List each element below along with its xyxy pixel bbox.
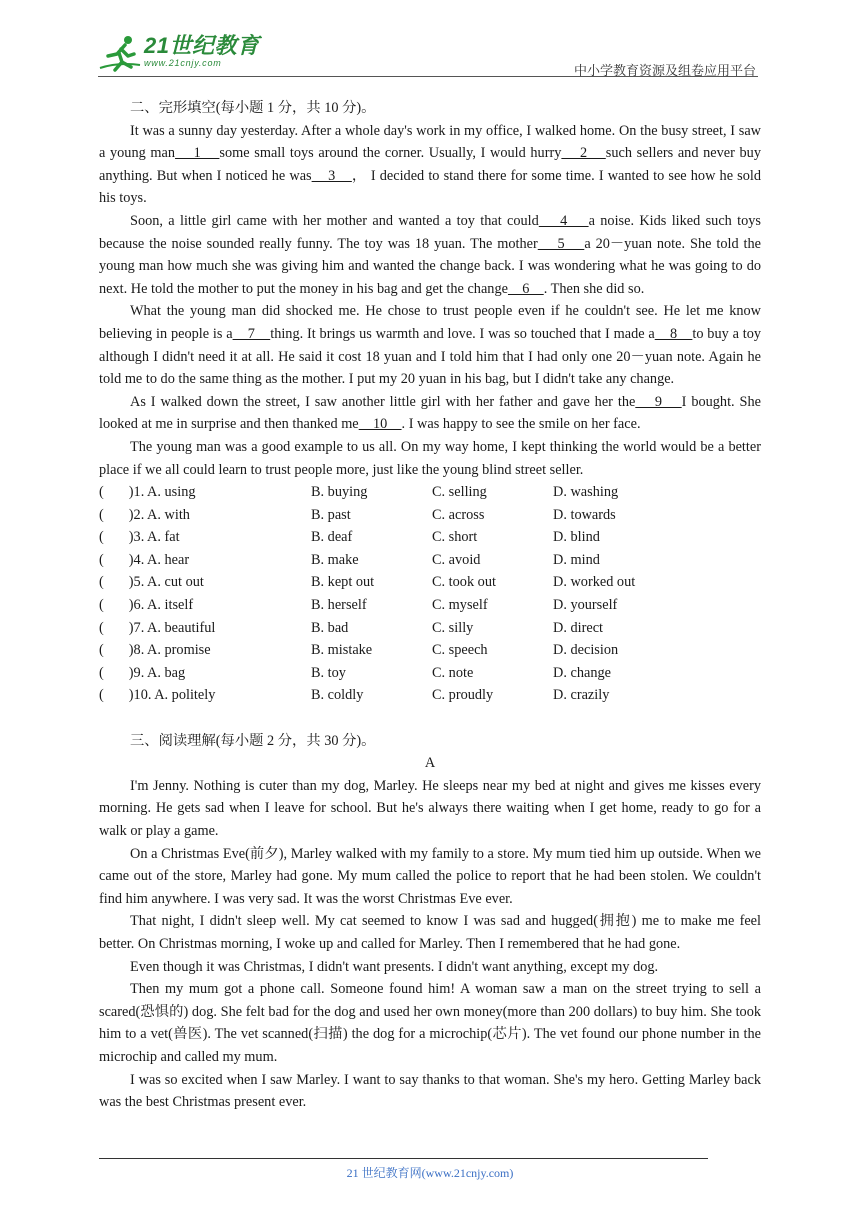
footer-divider	[99, 1158, 708, 1159]
answer-blank: 3	[311, 167, 352, 184]
answer-blank: 4	[538, 212, 589, 229]
option-b: B. toy	[311, 664, 346, 681]
option-row	[99, 526, 761, 549]
answer-blank: 9	[635, 393, 682, 410]
platform-name: 中小学教育资源及组卷应用平台	[573, 63, 756, 78]
option-row	[99, 684, 761, 707]
logo-title: 21世纪教育	[144, 33, 260, 58]
reading-paragraph: That night, I didn't sleep well. My cat seemed to know I was sad and hugged(拥抱) me to make me feel better. On Christmas morning, I woke up and called for Marley. Then I remembered that he had gone.	[99, 913, 761, 952]
option-b: B. kept out	[311, 574, 375, 591]
option-d: D. crazily	[553, 687, 610, 704]
paragraph-text: ， I decided to stand there for some time. I wanted to see how he sold his toys.	[99, 167, 762, 207]
question-option-a: ( )5. A. cut out	[99, 574, 204, 591]
cloze-paragraph	[99, 120, 761, 210]
question-option-a: ( )3. A. fat	[99, 529, 180, 546]
option-d: D. washing	[553, 484, 619, 501]
option-d: D. worked out	[553, 574, 636, 591]
option-c: C. took out	[432, 574, 496, 591]
option-b: B. past	[311, 506, 351, 523]
question-option-a: ( )8. A. promise	[99, 642, 211, 659]
question-option-a: ( )9. A. bag	[99, 664, 186, 681]
paragraph-text: such sellers and never buy anything. But when I noticed he was	[99, 145, 761, 184]
answer-blank: 2	[561, 145, 606, 162]
header-divider	[98, 76, 758, 77]
option-d: D. yourself	[553, 597, 618, 614]
reading-paragraph: I'm Jenny. Nothing is cuter than my dog, Marley. He sleeps near my bed at night and gives me kisses every morning. He gets sad when I leave for school. But he's always there waiting when I get home, ready to go for a walk or play a game.	[99, 777, 761, 839]
option-c: C. short	[432, 529, 478, 546]
option-c: C. speech	[432, 642, 488, 659]
option-b: B. make	[311, 551, 359, 568]
paragraph-text: As I walked down the street, I saw another little girl with her father and gave her the	[130, 393, 636, 410]
reading-paragraph: Then my mum got a phone call. Someone found him! A woman saw a man on the street trying to sell a scared(恐惧的) dog. She felt bad for the dog and used her own money(more than 200 dollars) to buy him. She took him to a vet(兽医). The vet scanned(扫描) the dog for a microchip(芯片). The vet found our phone number in the microchip and called my mum.	[99, 981, 761, 1065]
cloze-section-title: 二、完形填空(每小题 1 分，共 10 分)。	[130, 100, 376, 116]
cloze-paragraph	[99, 391, 761, 436]
cloze-paragraph	[99, 300, 761, 390]
option-c: C. avoid	[432, 551, 481, 568]
reading-paragraph: I was so excited when I saw Marley. I want to say thanks to that woman. She's my hero. Getting Marley back was the best Christmas present ever.	[99, 1071, 761, 1111]
option-d: D. mind	[553, 551, 600, 568]
paragraph-text: What the young man did shocked me. He chose to trust people even if he couldn't see. He let me know believing in people is a	[99, 303, 761, 342]
question-option-a: ( )10. A. politely	[99, 687, 216, 704]
paragraph-text: . Then she did so.	[543, 280, 645, 297]
option-b: B. coldly	[311, 687, 364, 704]
section-gap	[99, 707, 761, 730]
option-d: D. blind	[553, 529, 600, 546]
option-b: B. deaf	[311, 529, 353, 546]
answer-blank: 5	[537, 235, 585, 252]
runner-logo-icon	[98, 34, 142, 74]
question-option-a: ( )2. A. with	[99, 506, 190, 523]
paragraph-text: to buy a toy although I didn't need it at all. He said it cost 18 yuan and I told him that I had only one 20－yuan note. Again he told me to do the same thing as the mother. I put my 20 yuan in his bag, but I didn't take any change.	[99, 325, 761, 388]
page-footer: 21 世纪教育网(www.21cnjy.com)	[346, 1166, 514, 1180]
paragraph-text: It was a sunny day yesterday. After a whole day's work in my office, I walked home. On the busy street, I saw a young man	[99, 122, 761, 162]
reading-paragraph: Even though it was Christmas, I didn't want presents. I didn't want anything, except my dog.	[130, 958, 659, 975]
option-row	[99, 571, 761, 594]
option-c: C. across	[432, 506, 485, 523]
cloze-passage	[99, 120, 761, 482]
question-option-a: ( )6. A. itself	[99, 597, 194, 614]
option-b: B. buying	[311, 484, 368, 501]
option-row	[99, 662, 761, 685]
answer-blank: 10	[358, 416, 402, 433]
option-b: B. mistake	[311, 642, 373, 659]
cloze-paragraph	[99, 436, 761, 481]
reading-passage	[99, 775, 761, 1114]
option-row	[99, 617, 761, 640]
paragraph-text: a noise. Kids liked such toys because the noise sounded really funny. The toy was 18 yuan. The mother	[99, 212, 761, 252]
option-c: C. myself	[432, 597, 488, 614]
option-row	[99, 594, 761, 617]
answer-blank: 7	[232, 325, 271, 342]
paragraph-text: The young man was a good example to us all. On my way home, I kept thinking the world would be a better place if we all could learn to trust people more, just like the young blind street seller.	[99, 438, 761, 478]
option-b: B. bad	[311, 619, 349, 636]
document-body	[99, 97, 761, 1114]
option-c: C. proudly	[432, 687, 494, 704]
option-d: D. decision	[553, 642, 619, 659]
question-option-a: ( )1. A. using	[99, 484, 196, 501]
paragraph-text: some small toys around the corner. Usually, I would hurry	[219, 145, 562, 162]
page-header	[98, 30, 758, 78]
option-d: D. towards	[553, 506, 616, 523]
option-b: B. herself	[311, 597, 367, 614]
cloze-paragraph	[99, 210, 761, 300]
option-row	[99, 639, 761, 662]
option-d: D. direct	[553, 619, 604, 636]
cloze-options	[99, 481, 761, 707]
paragraph-text: thing. It brings us warmth and love. I was so touched that I made a	[270, 325, 655, 342]
option-d: D. change	[553, 664, 611, 681]
option-c: C. selling	[432, 484, 487, 501]
option-c: C. silly	[432, 619, 474, 636]
question-option-a: ( )4. A. hear	[99, 551, 190, 568]
reading-paragraph: On a Christmas Eve(前夕), Marley walked with my family to a store. My mum tied him up outside. When we came out of the store, Marley had gone. My mum called the police to report that he had been stolen. We couldn't find him anywhere. I was very sad. It was the worst Christmas Eve ever.	[99, 845, 761, 907]
paragraph-text: . I was happy to see the smile on her face.	[401, 416, 641, 433]
answer-blank: 6	[507, 280, 544, 297]
answer-blank: 1	[175, 145, 220, 162]
option-row	[99, 549, 761, 572]
option-row	[99, 481, 761, 504]
logo-url: www.21cnjy.com	[144, 58, 222, 68]
passage-label: A	[424, 755, 436, 772]
option-c: C. note	[432, 664, 474, 681]
option-row	[99, 504, 761, 527]
reading-section-title: 三、阅读理解(每小题 2 分，共 30 分)。	[130, 732, 376, 749]
paragraph-text: Soon, a little girl came with her mother and wanted a toy that could	[130, 212, 539, 229]
paragraph-text: a 20－yuan note. She told the young man how much she was giving him and wanted the change back. I was wondering what he was going to do next. He told the mother to put the money in his bag and get the change	[99, 235, 761, 297]
answer-blank: 8	[654, 325, 693, 342]
paragraph-text: I bought. She looked at me in surprise and then thanked me	[99, 393, 761, 433]
question-option-a: ( )7. A. beautiful	[99, 619, 216, 636]
site-logo	[98, 34, 259, 74]
